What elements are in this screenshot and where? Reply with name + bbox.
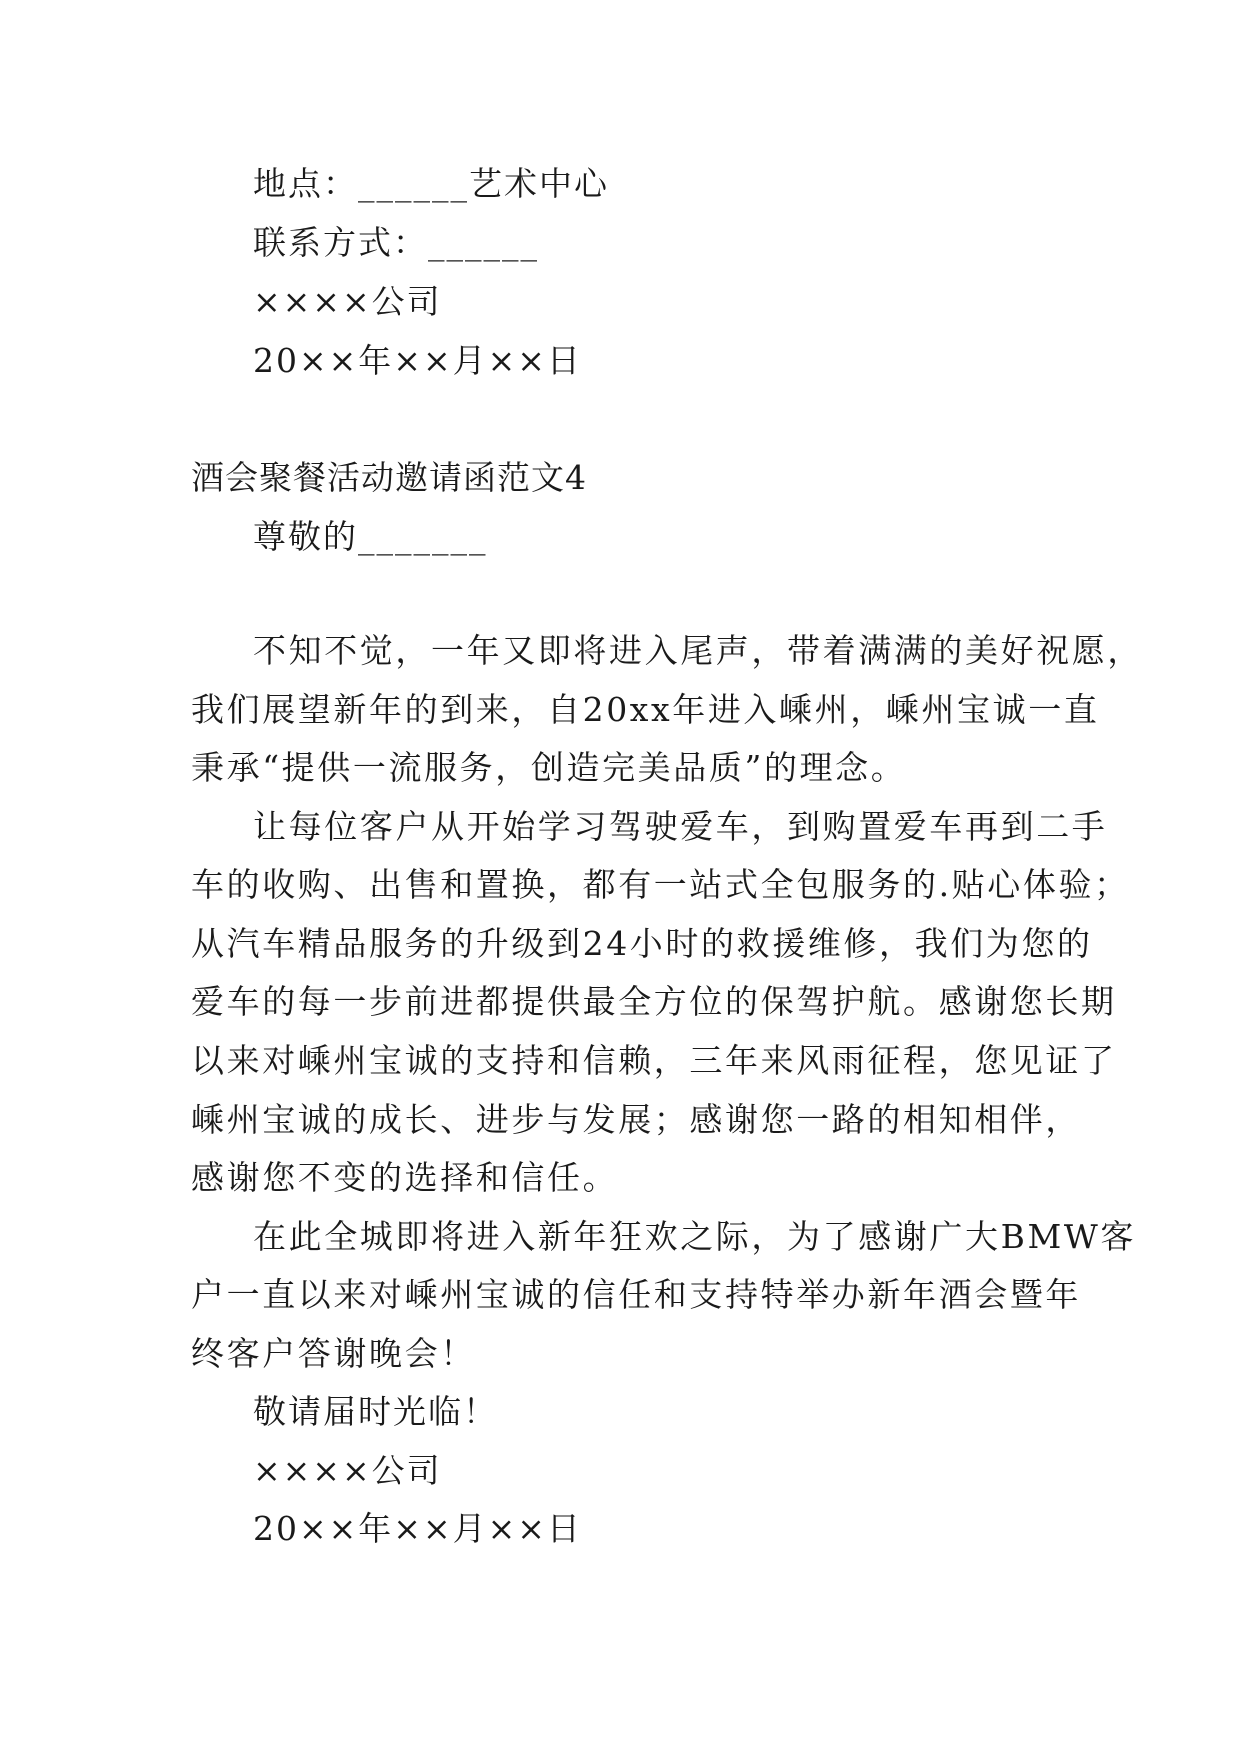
invite-line: 敬请届时光临！ — [253, 1392, 498, 1431]
location-line: 地点：______艺术中心 — [253, 164, 609, 203]
paragraph-line: 车的收购、出售和置换，都有一站式全包服务的.贴心体验； — [191, 865, 1130, 904]
paragraph-line: 在此全城即将进入新年狂欢之际，为了感谢广大BMW客 — [253, 1217, 1136, 1256]
company-signature: ××××公司 — [253, 282, 442, 321]
section-title: 酒会聚餐活动邀请函范文4 — [191, 458, 587, 497]
paragraph-line: 爱车的每一步前进都提供最全方位的保驾护航。感谢您长期 — [191, 982, 1117, 1021]
paragraph-line: 户一直以来对嵊州宝诚的信任和支持特举办新年酒会暨年 — [191, 1275, 1081, 1314]
paragraph-line: 以来对嵊州宝诚的支持和信赖，三年来风雨征程，您见证了 — [191, 1041, 1117, 1080]
signature-date: 20××年××月××日 — [253, 341, 582, 380]
paragraph-line: 从汽车精品服务的升级到24小时的救援维修，我们为您的 — [191, 924, 1093, 963]
contact-line: 联系方式：______ — [253, 223, 539, 262]
paragraph-line: 让每位客户从开始学习驾驶爱车，到购置爱车再到二手 — [253, 807, 1108, 846]
paragraph-line: 感谢您不变的选择和信任。 — [191, 1158, 619, 1197]
paragraph-line: 我们展望新年的到来，自20xx年进入嵊州，嵊州宝诚一直 — [191, 690, 1100, 729]
salutation: 尊敬的_______ — [253, 517, 488, 556]
paragraph-line: 秉承“提供一流服务，创造完美品质”的理念。 — [191, 748, 907, 787]
paragraph-line: 嵊州宝诚的成长、进步与发展；感谢您一路的相知相伴， — [191, 1100, 1081, 1139]
paragraph-line: 不知不觉，一年又即将进入尾声，带着满满的美好祝愿， — [253, 631, 1143, 670]
signature-date: 20××年××月××日 — [253, 1509, 582, 1548]
company-signature: ××××公司 — [253, 1451, 442, 1490]
paragraph-line: 终客户答谢晚会！ — [191, 1334, 476, 1373]
